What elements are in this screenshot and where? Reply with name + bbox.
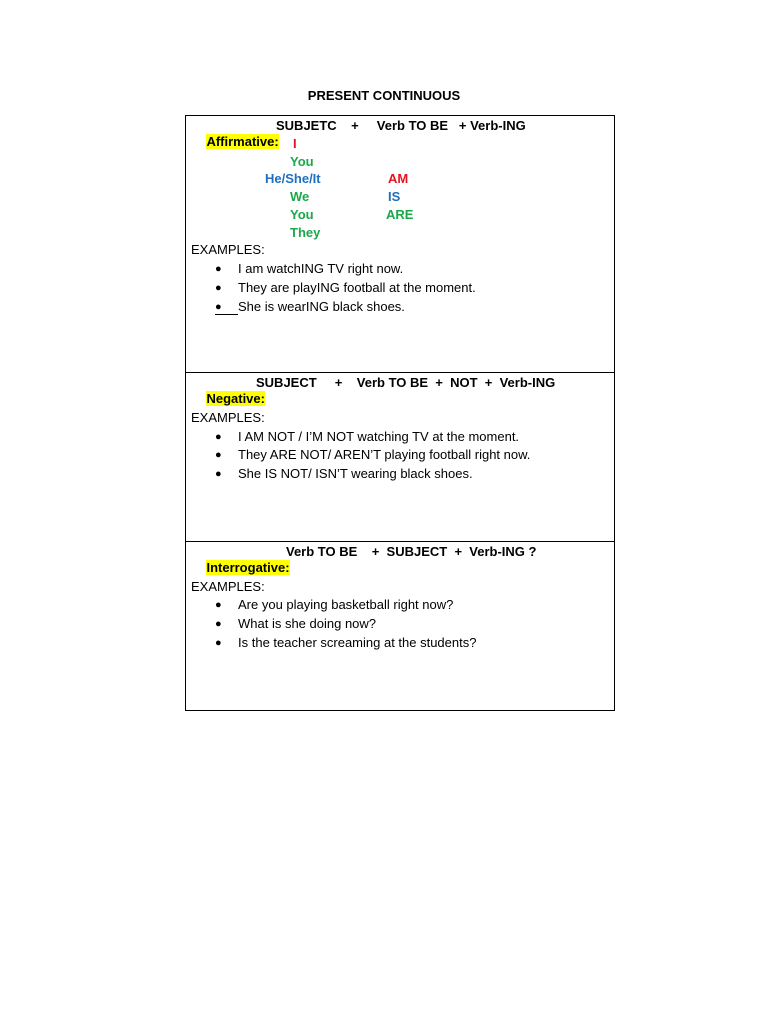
affirmative-formula: SUBJETC + Verb TO BE + Verb-ING — [276, 118, 526, 133]
examples-label: EXAMPLES: — [191, 242, 265, 257]
example-1: I AM NOT / I’M NOT watching TV at the moment. — [238, 429, 520, 444]
example-2: They ARE NOT/ AREN’T playing football right now. — [238, 447, 531, 462]
subject-they: They — [290, 225, 321, 240]
bullet-icon: ● — [215, 301, 222, 313]
examples-label: EXAMPLES: — [191, 579, 265, 594]
bullet-icon: ● — [215, 618, 222, 630]
bullet-icon: ● — [215, 637, 222, 649]
interrogative-formula: Verb TO BE + SUBJECT + Verb-ING ? — [286, 544, 537, 559]
bullet-icon: ● — [215, 263, 222, 275]
verb-are: ARE — [386, 207, 414, 222]
interrogative-label: Interrogative: — [206, 560, 290, 575]
subject-you-plural: You — [290, 207, 314, 222]
subject-we: We — [290, 189, 310, 204]
example-1: Are you playing basketball right now? — [238, 597, 454, 612]
affirmative-section — [185, 115, 615, 373]
verb-is: IS — [388, 189, 401, 204]
subject-you: You — [290, 154, 314, 169]
page-title: PRESENT CONTINUOUS — [307, 88, 461, 103]
negative-formula: SUBJECT + Verb TO BE + NOT + Verb-ING — [256, 375, 556, 390]
subject-he-she-it: He/She/It — [265, 171, 321, 186]
example-2: They are playING football at the moment. — [238, 280, 476, 295]
subject-i: I — [293, 136, 297, 151]
bullet-icon: ● — [215, 599, 222, 611]
example-2: What is she doing now? — [238, 616, 377, 631]
affirmative-label: Affirmative: — [206, 134, 279, 149]
bullet-icon: ● — [215, 282, 222, 294]
bullet-icon: ● — [215, 449, 222, 461]
interrogative-section — [185, 541, 615, 711]
example-1: I am watchING TV right now. — [238, 261, 404, 276]
affirmative-label-wrap — [192, 118, 279, 166]
bullet-icon: ● — [215, 431, 222, 443]
negative-label: Negative: — [206, 391, 265, 406]
negative-section — [185, 372, 615, 542]
example-3: She is wearING black shoes. — [238, 299, 405, 314]
bullet-icon: ● — [215, 468, 222, 480]
example-3: She IS NOT/ ISN’T wearing black shoes. — [238, 466, 473, 481]
underline-mark — [215, 314, 238, 315]
example-3: Is the teacher screaming at the students? — [238, 635, 477, 650]
verb-am: AM — [388, 171, 409, 186]
examples-label: EXAMPLES: — [191, 410, 265, 425]
